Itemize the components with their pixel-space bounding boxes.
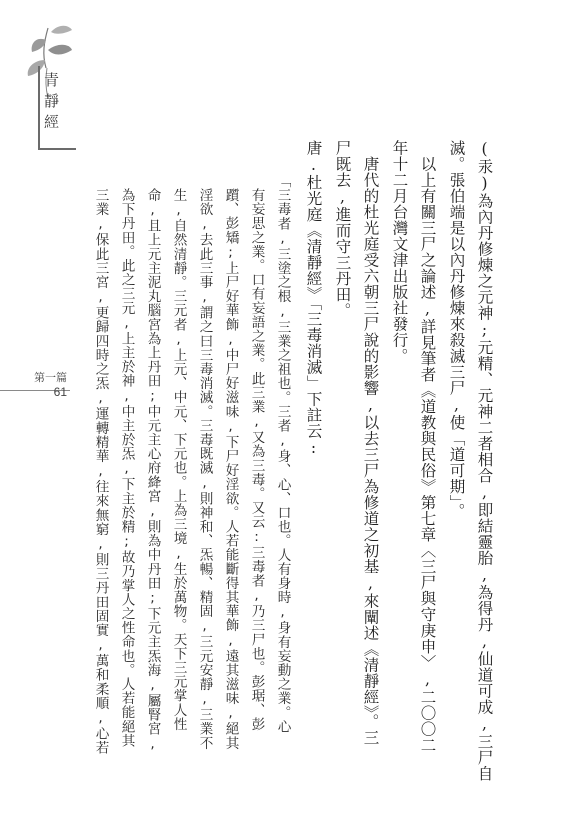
book-title-char: 經: [44, 113, 60, 131]
quote-column: 生,自然清靜。三元者,上元、中元、下元也。上為三境,生於萬物。天下三元掌人性: [170, 188, 187, 731]
book-title: [44, 70, 59, 133]
quote-column: 命,且上元主泥丸腦宮為上丹田;中元主心府絳宮,則為中丹田;下元主炁海,屬腎宮,: [144, 188, 161, 753]
text-column: 滅。張伯端是以內丹修煉來殺滅三尸,使「道可期」。: [447, 140, 466, 519]
quote-column: 淫欲,去此三事,謂之曰三毒消滅。三毒既滅,則神和、炁暢、精固,三元安靜,三業不: [196, 188, 213, 750]
text-column: 唐.杜光庭《清靜經》「三毒消滅」下註云:: [304, 140, 323, 458]
text-column: 唐代的杜光庭受六朝三尸說的影響,以去三尸為修道之初基,來闡述《清靜經》。三: [361, 156, 380, 746]
quote-column: 「三毒者,三塗之根,三業之祖也。三者,身、心、口也。人有身時,身有妄動之業。心: [274, 174, 291, 734]
book-title-char: 靜: [44, 92, 60, 110]
text-column: 以上有關三尸之論述,詳見筆者《道教與民俗》第七章〈三尸與守庚申〉,二〇〇二: [418, 156, 437, 753]
quote-column: 有妄思之業。口有妄語之業。此三業,又為三毒。又云:三毒者,乃三尸也。彭琚、彭: [248, 188, 265, 731]
book-title-char: 青: [44, 71, 60, 89]
quote-column: 為下丹田。此之三元,上主於神,中主於炁,下主於精;故乃掌人之性命也。人若能絕其: [118, 188, 135, 748]
text-column: (汞)為內丹修煉之元神;元精、元神二者相合,即結靈胎,為得丹,仙道可成,三尸自: [475, 140, 494, 782]
text-column: 尸既去,進而守三丹田。: [333, 140, 352, 319]
quote-column: 躓、彭矯;上尸好華飾,中尸好滋味,下尸好淫欲。人若能斷得其華飾,遠其滋味,絕其: [222, 188, 239, 750]
page-number: 61: [53, 385, 67, 399]
section-label: 第一篇: [34, 372, 67, 384]
quote-column: 三業,保此三宮,更歸四時之炁,運轉精華,往來無窮,則三丹田固實,萬和柔順,心若: [92, 188, 109, 755]
text-column: 年十二月台灣文津出版社發行。: [390, 140, 409, 364]
